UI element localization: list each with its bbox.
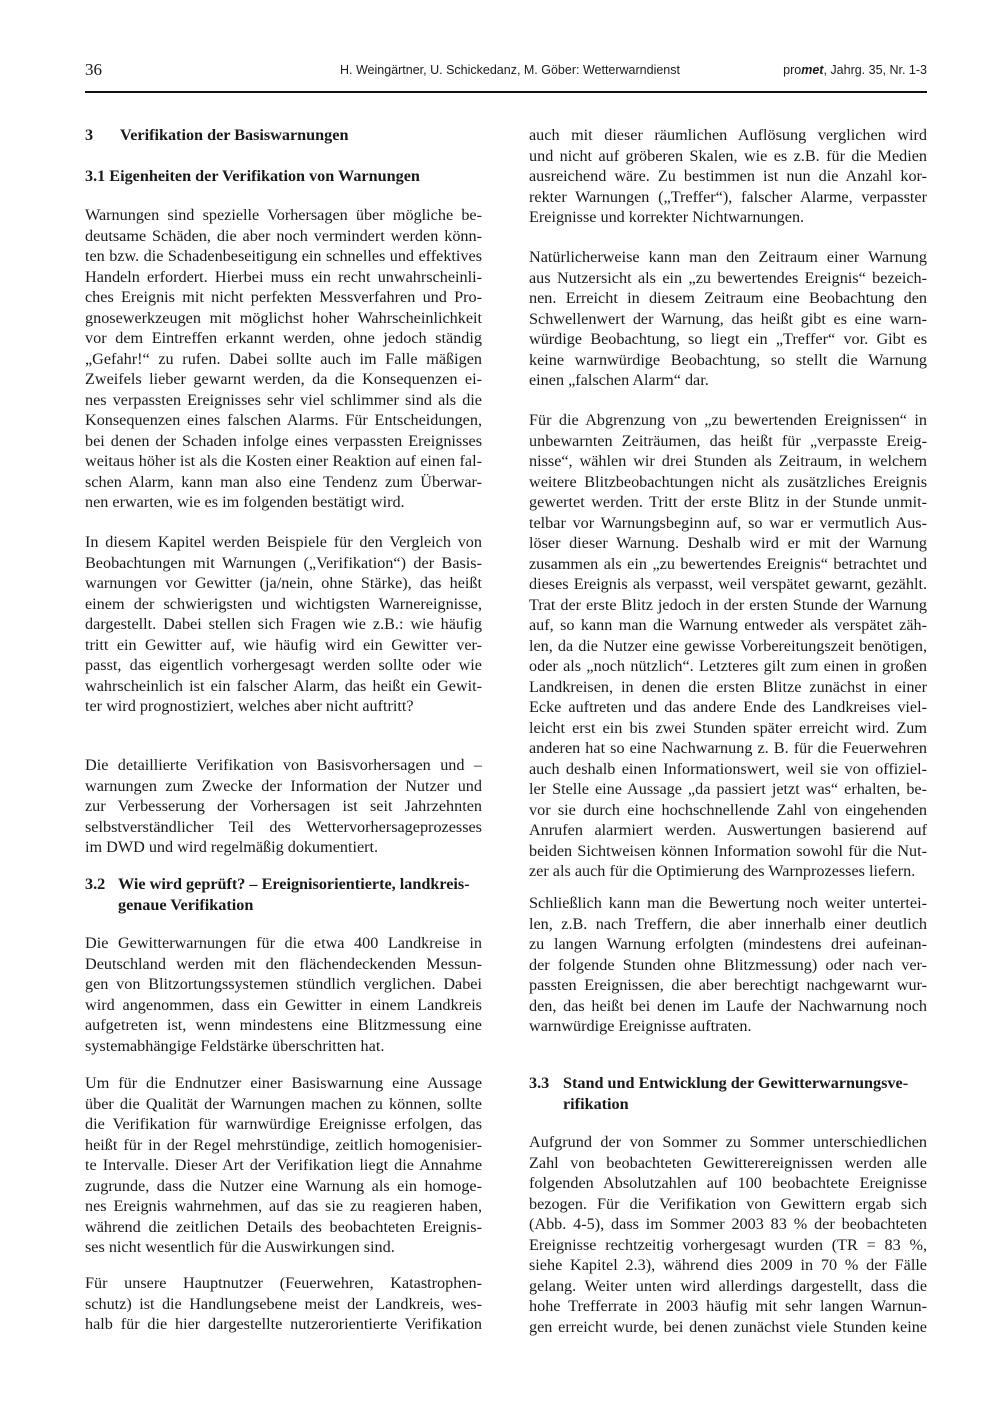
paragraph [529,125,927,228]
text-line: (Abb. 4-5), dass im Sommer 2003 83 % der beobachteten [529,1215,927,1233]
text-line: dargestellt. Dabei stellen sich Fragen wie z.B.: wie häufig [85,615,482,633]
text-line: zer als auch für die Optimierung des Warnprozesses liefern. [529,862,916,880]
text-line: vor dem Eintreffen erkannt werden, ohne jedoch ständig [85,329,482,347]
text-line: gen von Blitzortungssystemen stündlich verglichen. Dabei [85,975,482,993]
page-number: 36 [85,60,102,79]
header-rule [85,91,927,93]
paragraph [85,933,482,1056]
text-line: zusammen als ein „zu bewertendes Ereignis“ betrachtet und [529,554,927,573]
text-line: Ecke auftreten und das andere Ende des Landkreises viel- [529,698,927,716]
text-line: zu langen Warnung erfolgten (mindestens drei aufeinan- [529,935,927,953]
text-line: Konsequenzen eines falschen Alarms. Für Entscheidungen, [85,411,482,429]
text-line: telbar vor Warnungsbeginn auf, so war er vermutlich Aus- [529,513,927,532]
text-line: ses nicht wesentlich für die Auswirkungen sind. [85,1238,395,1256]
text-line: Anrufen alarmiert werden. Auswertungen basierend auf [529,821,927,839]
text-line: anderen hat so eine Nachwarnung z. B. für die Feuerwehren [529,739,927,757]
text-line: len, z.B. nach Treffern, die aber innerhalb einer deutlich [529,914,927,933]
text-line: tritt ein Gewitter auf, wie häufig wird ein Gewitter ver- [85,635,482,654]
text-line: löser dieser Warnung. Deshalb wird er mit der Warnung [529,534,927,552]
text-line: wahrscheinlich ist ein falscher Alarm, das heißt ein Gewit- [85,676,482,695]
paragraph [529,247,927,391]
text-line: auch deshalb einen Informationswert, weil sie von offiziel- [529,759,927,778]
journal-reference [783,63,927,77]
text-line: gnosewerkzeugen mit möglichst hoher Wahrscheinlichkeit [85,308,482,327]
text-line: nisse“, wählen wir drei Stunden als Zeitraum, in welchem [529,452,927,470]
section-number: 3.3 [529,1074,550,1092]
text-line: gewertet werden. Tritt der erste Blitz in der Stunde unmit- [529,493,927,511]
text-line: wird angenommen, dass ein Gewitter in einem Landkreis [85,995,482,1014]
text-line: über die Qualität der Warnungen machen zu können, sollte [85,1094,482,1113]
paragraph [85,1273,482,1335]
text-line: „Gefahr!“ zu rufen. Dabei sollte auch im Falle mäßigen [85,349,482,368]
text-line: Für die Abgrenzung von „zu bewertenden Ereignissen“ in [529,411,927,429]
text-line: warnungen vor Gewitter (ja/nein, ohne Stärke), das heißt [85,574,482,592]
text-line: passten Ereignissen, die aber berechtigt nachgewarnt wur- [529,976,927,994]
text-line: keine warnwürdige Beobachtung, so stellt die Warnung [529,350,927,369]
text-line: warnwürdige Ereignisse auftraten. [529,1017,752,1035]
text-line: Zweifels lieber gewarnt werden, da die Konsequenzen ei- [85,370,482,388]
text-line: bezogen. Für die Verifikation von Gewittern ergab sich [529,1194,927,1213]
text-line: systemabhängige Feldstärke überschritten hat. [85,1036,385,1055]
text-line: gelang. Weiter unten wird allerdings dargestellt, dass die [529,1276,927,1295]
paragraph [85,1073,482,1258]
text-line: zur Verbesserung der Vorhersagen ist seit Jahrzehnten [85,797,482,815]
text-line: Zahl von beobachteten Gewitterereignissen werden alle [529,1153,927,1172]
text-line: nes Ereignis wahrnehmen, auf das sie zu reagieren haben, [85,1197,482,1215]
text-line: bei denen der Schaden infolge eines verpassten Ereignisses [85,431,482,450]
text-line: schutz) ist die Handlungsebene meist der Landkreis, wes- [85,1294,482,1313]
text-line: die Verifikation für warnwürdige Ereignisse erfolgen, das [85,1115,482,1133]
text-line: dieses Ereignis als verpasst, weil verspätet gewarnt, gezählt. [529,575,927,593]
text-line: Schließlich kann man die Bewertung noch weiter untertei- [529,894,927,912]
text-line: zugrunde, dass die Nutzer eine Warnung als ein homoge- [85,1176,482,1195]
text-line: passt, das eigentlich vorhergesagt werden sollte oder wie [85,656,482,674]
text-line: während die zeitlichen Details des beobachteten Ereignis- [85,1217,482,1236]
heading-line: Verifikation der Basiswarnungen [120,126,349,144]
text-line: im DWD und wird regelmäßig dokumentiert. [85,838,379,856]
text-line: weitere Blitzbeobachtungen nicht als zusätzliches Ereignis [529,472,927,491]
text-line: unbewarnten Zeiträumen, das heißt für „verpasste Ereig- [529,431,927,450]
heading-line: Wie wird geprüft? – Ereignisorientierte, landkreis- [118,875,470,893]
text-line: weitaus höher ist als die Kosten einer Reaktion auf einen fal- [85,452,482,470]
text-line: nen erwarten, wie es im folgenden bestätigt wird. [85,493,405,511]
text-line: oder als „noch nützlich“. Letzteres gilt zum einen in großen [529,657,927,675]
section-heading [85,166,482,187]
text-line: ten bzw. die Schadenbeseitigung ein schnelles und effektives [85,247,482,265]
text-line: Natürlicherweise kann man den Zeitraum einer Warnung [529,248,927,266]
text-line: aufgetreten ist, wenn mindestens eine Blitzmessung eine [85,1016,482,1034]
text-line: würdige Beobachtung, so liegt ein „Treffer“ vor. Gibt es [529,330,927,348]
text-line: Ereignisse rechtzeitig vorhergesagt wurden (TR = 83 %, [529,1235,927,1254]
text-line: gen erreicht wurde, bei denen zunächst viele Stunden keine [529,1317,927,1336]
text-line: einen „falschen Alarm“ dar. [529,371,709,389]
text-line: nes verpassten Ereignisses sehr viel schlimmer sind als die [85,390,482,409]
text-line: leicht erst ein bis zwei Stunden später erreicht wird. Zum [529,718,927,737]
heading-line: rifikation [563,1094,629,1113]
text-line: heißt für in der Regel mehrstündige, zeitlich homogenisier- [85,1135,482,1154]
section-heading [529,1073,927,1114]
text-line: ches Ereignis mit nicht perfekten Messverfahren und Pro- [85,288,482,306]
text-line: hohe Trefferrate in 2003 häufig mit sehr langen Warnun- [529,1297,927,1315]
paragraph [85,755,482,858]
journal-prefix: pro [783,63,802,77]
text-line: Für unsere Hauptnutzer (Feuerwehren, Katastrophen- [85,1274,482,1292]
text-line: Schwellenwert der Warnung, das heißt gibt es eine warn- [529,309,927,328]
text-line: selbstverständlicher Teil des Wettervorhersageprozesses [85,817,482,836]
text-line: Beobachtungen mit Warnungen („Verifikation“) der Basis- [85,553,482,572]
heading-line: Stand und Entwicklung der Gewitterwarnungsve- [563,1074,909,1092]
text-line: len, da die Nutzer eine gewisse Vorbereitungszeit benötigen, [529,636,927,655]
section-heading [85,125,482,146]
heading-line: 3.1 Eigenheiten der Verifikation von Warnungen [85,167,420,185]
text-line: nen. Erreicht in diesem Zeitraum eine Beobachtung den [529,289,927,307]
text-line: In diesem Kapitel werden Beispiele für den Vergleich von [85,533,482,551]
heading-line: genaue Verifikation [118,895,254,914]
text-line: rekter Warnungen („Treffer“), falscher Alarme, verpasster [529,187,927,206]
text-line: Ereignisse und korrekter Nichtwarnungen. [529,208,805,226]
text-line: Warnungen sind spezielle Vorhersagen über mögliche be- [85,206,482,224]
text-line: der folgende Stunden ohne Blitzmessung) oder nach ver- [529,955,927,974]
text-line: Die detaillierte Verifikation von Basisvorhersagen und – [85,756,482,774]
running-title: H. Weingärtner, U. Schickedanz, M. Göber: Wetterwarndienst [340,63,680,77]
text-line: Handeln erfordert. Hierbei muss ein recht unwahrscheinli- [85,267,482,286]
paragraph [529,410,927,882]
paragraph [529,1132,927,1337]
paragraph [85,205,482,513]
text-line: Landkreisen, in denen die ersten Blitze zunächst in einer [529,677,927,696]
text-line: Um für die Endnutzer einer Basiswarnung eine Aussage [85,1074,482,1092]
section-heading [85,874,482,915]
text-line: auf, so kann man die Warnung entweder als verspätet zäh- [529,616,927,634]
journal-volume: , Jahrg. 35, Nr. 1-3 [823,63,927,77]
text-line: folgenden Absolutzahlen auf 100 beobachtete Ereignisse [529,1174,927,1192]
text-line: ausreichend wäre. Zu bestimmen ist nun die Anzahl kor- [529,167,927,185]
paragraph [529,893,927,1037]
text-line: beiden Sichtweisen können Information sowohl für die Nut- [529,841,927,860]
text-line: warnungen zum Zwecke der Information der Nutzer und [85,776,482,795]
text-line: deutsame Schäden, die aber noch vermindert werden könn- [85,226,482,245]
text-line: auch mit dieser räumlichen Auflösung verglichen wird [529,126,927,144]
text-line: Trat der erste Blitz jedoch in der ersten Stunde der Warnung [529,595,927,614]
text-line: einem der schwierigsten und wichtigsten Warnereignisse, [85,594,482,613]
text-line: aus Nutzersicht als ein „zu bewertendes Ereignis“ bezeich- [529,268,927,287]
text-line: ler Stelle eine Aussage „da passiert jetzt was“ erhalten, be- [529,780,927,798]
text-line: halb für die hier dargestellte nutzerorientierte Verifikation [85,1315,482,1333]
text-line: Die Gewitterwarnungen für die etwa 400 Landkreise in [85,934,482,952]
section-number: 3 [85,126,94,144]
text-line: te Intervalle. Dieser Art der Verifikation liegt die Annahme [85,1156,482,1174]
text-line: ter wird prognostiziert, welches aber nicht auftritt? [85,697,414,715]
text-line: Deutschland werden mit den flächendeckenden Messun- [85,954,482,973]
text-line: den, das heißt bei denen im Laufe der Nachwarnung noch [529,996,927,1015]
journal-name-emphasis: met [801,63,824,77]
paragraph [85,532,482,717]
text-line: vor sie durch eine hochschnellende Zahl von eingehenden [529,800,927,819]
text-line: und nicht auf gröberen Skalen, wie es z.B. für die Medien [529,146,927,165]
text-line: schen Alarm, kann man also eine Tendenz zum Überwar- [85,472,482,491]
text-line: Aufgrund der von Sommer zu Sommer unterschiedlichen [529,1133,927,1151]
text-line: siehe Kapitel 2.3), während dies 2009 in 70 % der Fälle [529,1256,927,1274]
section-number: 3.2 [85,875,106,893]
